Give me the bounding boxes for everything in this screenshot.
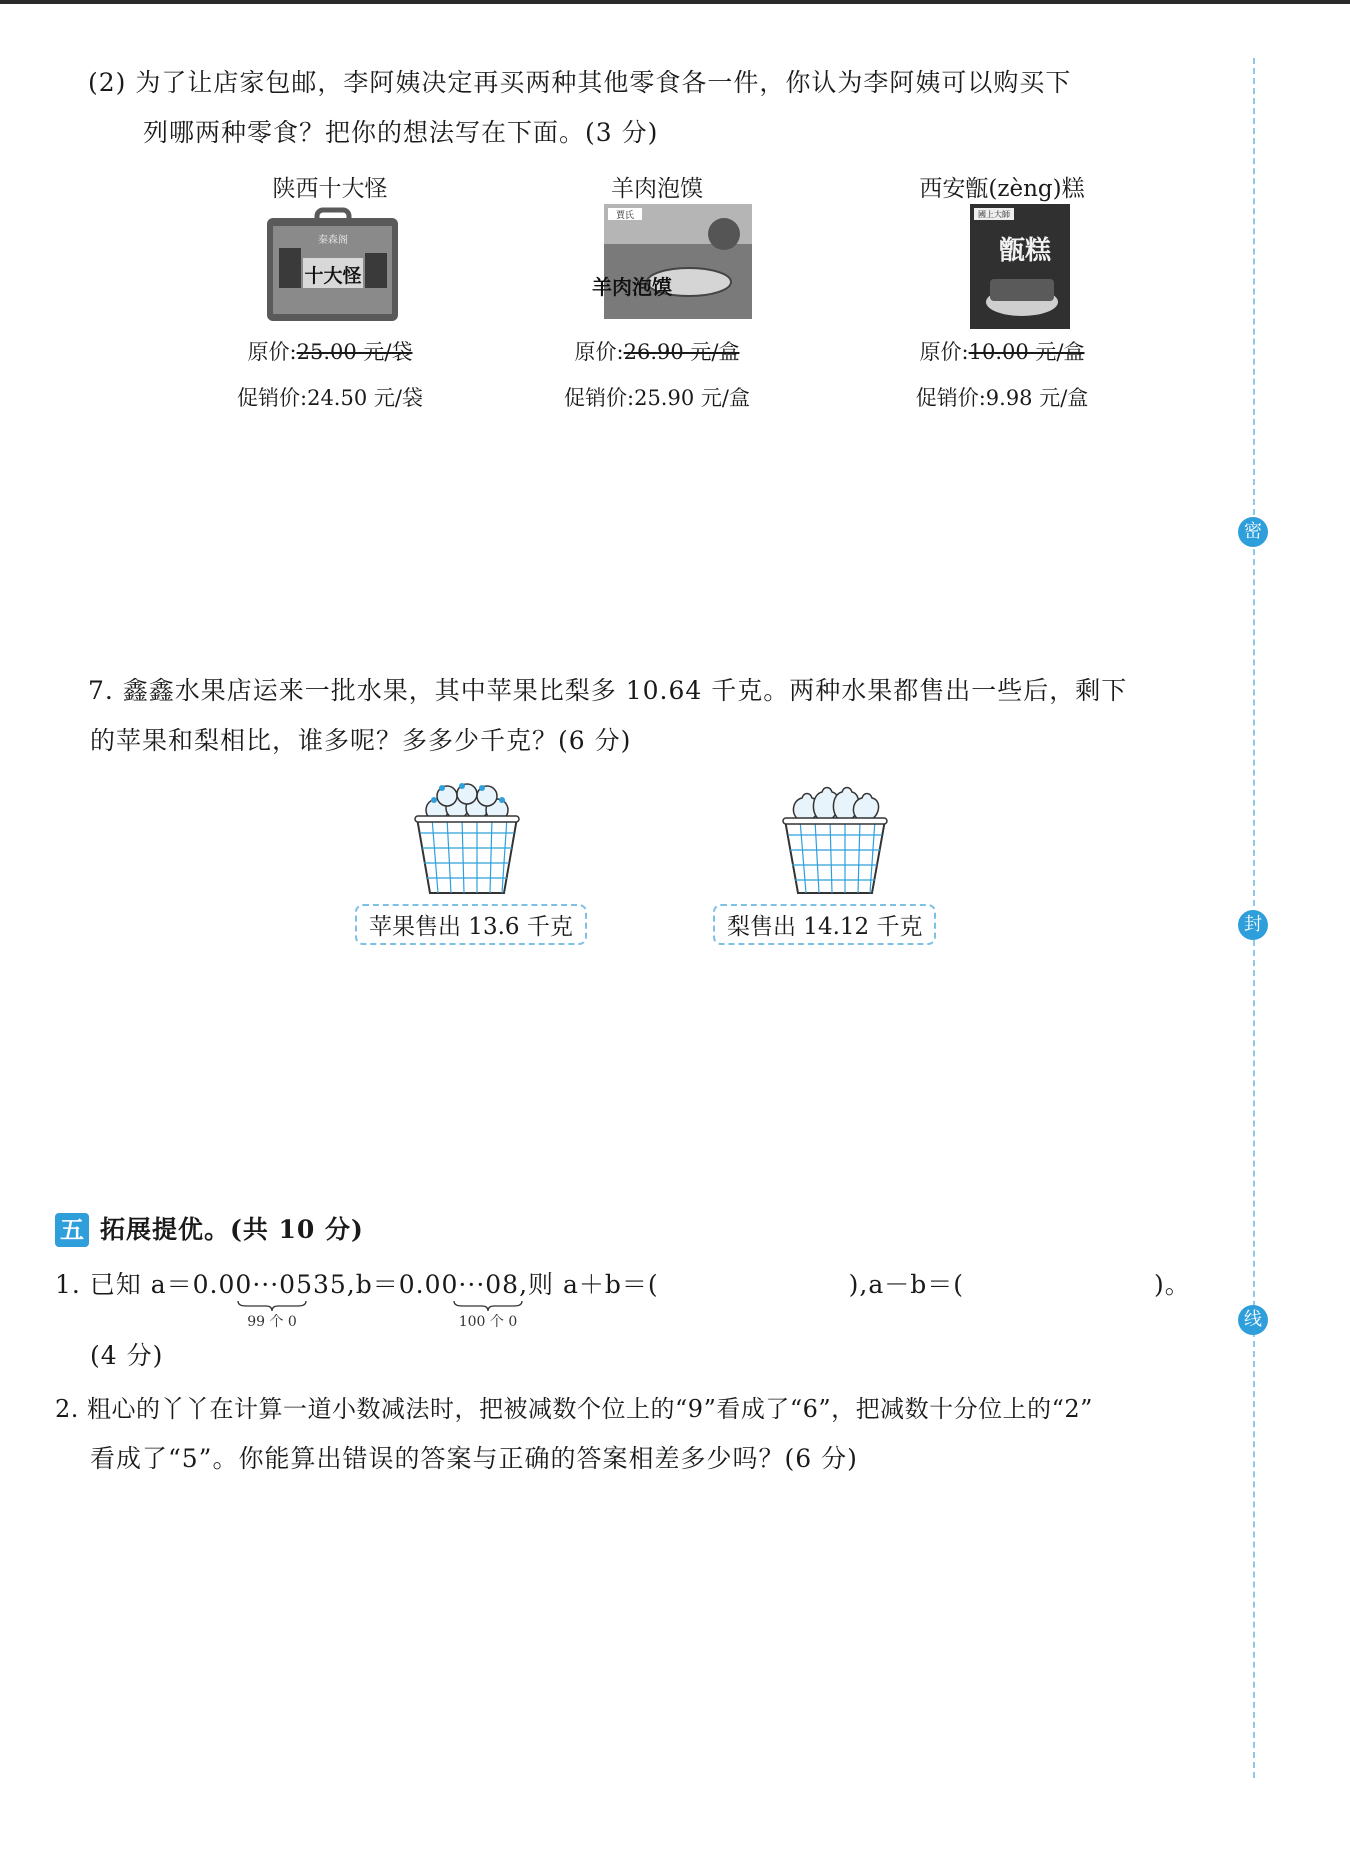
product-image-shaanxi-ten-oddities: [265, 208, 400, 323]
side-mark-feng: 封: [1238, 910, 1268, 940]
section-title: 拓展提优。(共 10 分): [100, 1215, 364, 1244]
a-underbrace-label: 99 个 0: [247, 1314, 297, 1330]
q5-1-mid: ,b＝0.: [346, 1270, 425, 1299]
q6-2-line1: (2) 为了让店家包邮，李阿姨决定再买两种其他零食各一件，你认为李阿姨可以购买下: [88, 68, 1072, 97]
product-promo-price: 促销价:24.50 元/袋: [237, 386, 423, 410]
page-top-rule: [0, 0, 1350, 4]
q5-1-suffix: ,则 a＋b＝(: [519, 1270, 659, 1299]
product-image-zeng-cake: [970, 204, 1070, 329]
q7-line1: 7. 鑫鑫水果店运来一批水果，其中苹果比梨多 10.64 千克。两种水果都售出一些后，剩下: [88, 676, 1128, 705]
q5-2-line2: 看成了“5”。你能算出错误的答案与正确的答案相差多少吗？(6 分): [90, 1444, 858, 1473]
product-original-price: 原价:26.90 元/盒: [574, 340, 740, 364]
q5-1-line: [55, 1266, 1191, 1304]
q5-1-prefix: 1. 已知 a＝0.: [55, 1270, 219, 1299]
product-original-price: 原价:25.00 元/袋: [247, 340, 413, 364]
product-name: 西安甑(zèng)糕: [919, 176, 1085, 202]
svg-text:羊肉泡馍: 羊肉泡馍: [592, 275, 672, 299]
side-mark-xian: 线: [1238, 1305, 1268, 1335]
q7-line2: 的苹果和梨相比，谁多呢？多多少千克？(6 分): [90, 726, 632, 755]
q5-1-score: (4 分): [90, 1341, 164, 1370]
side-mark-mi: 密: [1238, 517, 1268, 547]
product-promo-price: 促销价:9.98 元/盒: [915, 386, 1089, 410]
b-underbrace-label: 100 个 0: [458, 1314, 518, 1330]
b-digits: 00···08: [424, 1270, 520, 1299]
product-promo-price: 促销价:25.90 元/盒: [564, 386, 750, 410]
q5-2-line1: 2. 粗心的丫丫在计算一道小数减法时，把被减数个位上的“9”看成了“6”，把减数十分位上的“2”: [55, 1395, 1093, 1423]
q5-1-mid2: ),a－b＝(: [848, 1270, 965, 1299]
pear-sold-label: 梨售出 14.12 千克: [713, 904, 936, 945]
svg-text:國上大師: 國上大師: [978, 210, 1010, 219]
product-image-mutton-paomo: [592, 204, 752, 319]
product-name: 羊肉泡馍: [611, 176, 703, 202]
pear-basket-icon: [780, 778, 890, 898]
apple-sold-label: 苹果售出 13.6 千克: [355, 904, 587, 945]
svg-text:十大怪: 十大怪: [304, 265, 362, 287]
svg-text:賈氏: 賈氏: [615, 211, 635, 221]
section-badge: 五: [55, 1213, 89, 1247]
apple-basket-icon: [412, 778, 522, 898]
svg-text:甑糕: 甑糕: [998, 236, 1052, 266]
product-original-price: 原价:10.00 元/盒: [919, 340, 1085, 364]
q6-2-line2: 列哪两种零食？把你的想法写在下面。(3 分): [143, 118, 659, 147]
product-name: 陕西十大怪: [272, 176, 388, 202]
a-digits: 00···0535: [218, 1270, 347, 1299]
q5-1-end: )。: [1154, 1270, 1191, 1299]
svg-text:秦森阁: 秦森阁: [318, 235, 348, 246]
